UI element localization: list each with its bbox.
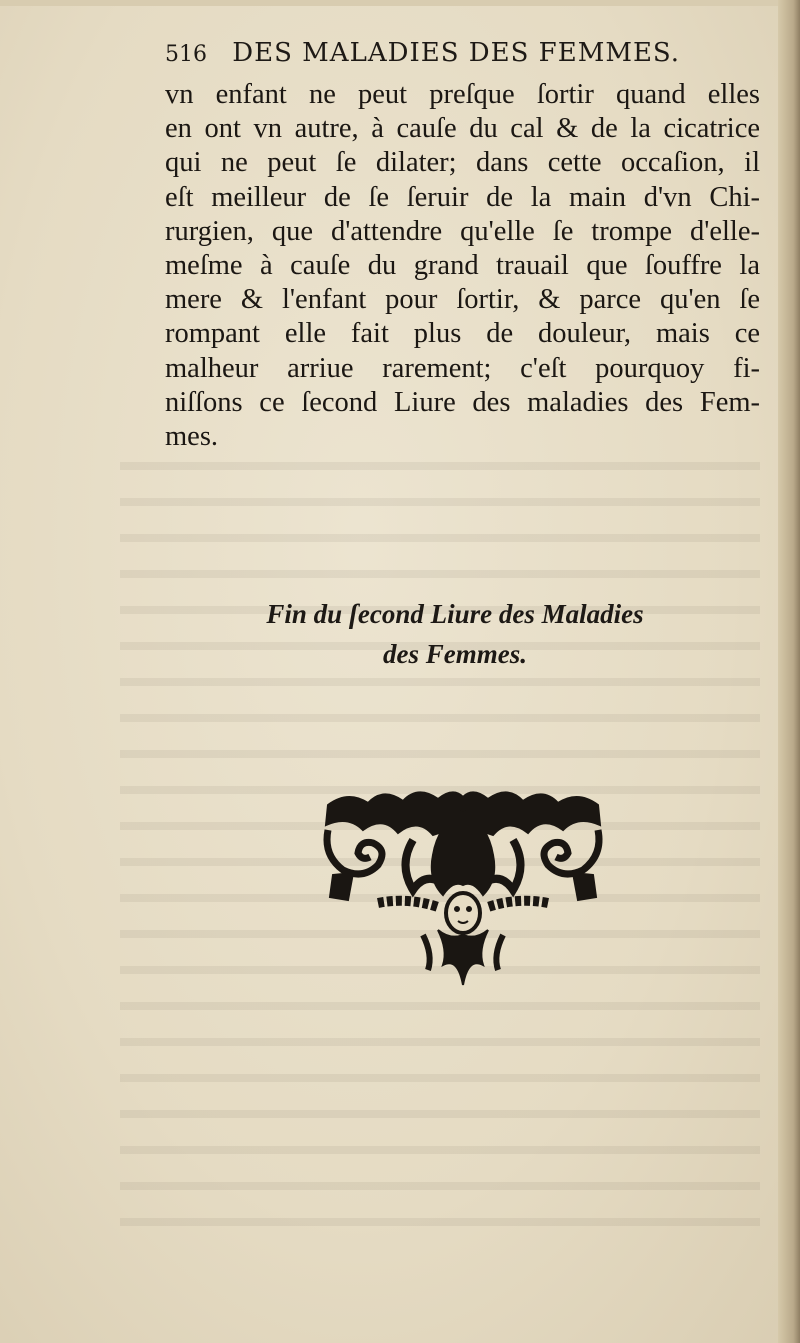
text-line: vn enfant ne peut preſque ſortir quand elles: [165, 79, 760, 110]
text-line: rompant elle fait plus de douleur, mais ce: [165, 318, 760, 350]
closing-note: [200, 594, 710, 674]
text-line: meſme à cauſe du grand trauail que ſouffre la: [165, 249, 760, 281]
text-line: qui ne peut ſe dilater; dans cette occaſion, il: [165, 147, 760, 179]
text-line: mere & l'enfant pour ſortir, & parce qu'en ſe: [165, 284, 760, 316]
page-number: 516: [165, 42, 207, 67]
text-line: en ont vn autre, à cauſe du cal & de la cicatrice: [165, 113, 760, 145]
text-line: niſſons ce ſecond Liure des maladies des Fem-: [165, 386, 760, 418]
text-line: mes.: [165, 420, 219, 452]
page-top-edge: [0, 0, 800, 6]
page-right-edge: [778, 0, 800, 1343]
text-line: eſt meilleur de ſe ſeruir de la main d'vn Chi-: [165, 181, 760, 213]
page-header: [165, 38, 765, 78]
text-line: malheur arriue rarement; c'eſt pourquoy fi-: [165, 352, 760, 384]
text-line: rurgien, que d'attendre qu'elle ſe trompe d'elle-: [165, 215, 760, 247]
closing-line: des Femmes.: [383, 639, 527, 669]
closing-line: Fin du ſecond Liure des Maladies: [266, 599, 644, 629]
body-text: [165, 78, 760, 454]
running-head: DES MALADIES DES FEMMES.: [232, 38, 681, 68]
fleuron-ornament-icon: [318, 785, 608, 990]
